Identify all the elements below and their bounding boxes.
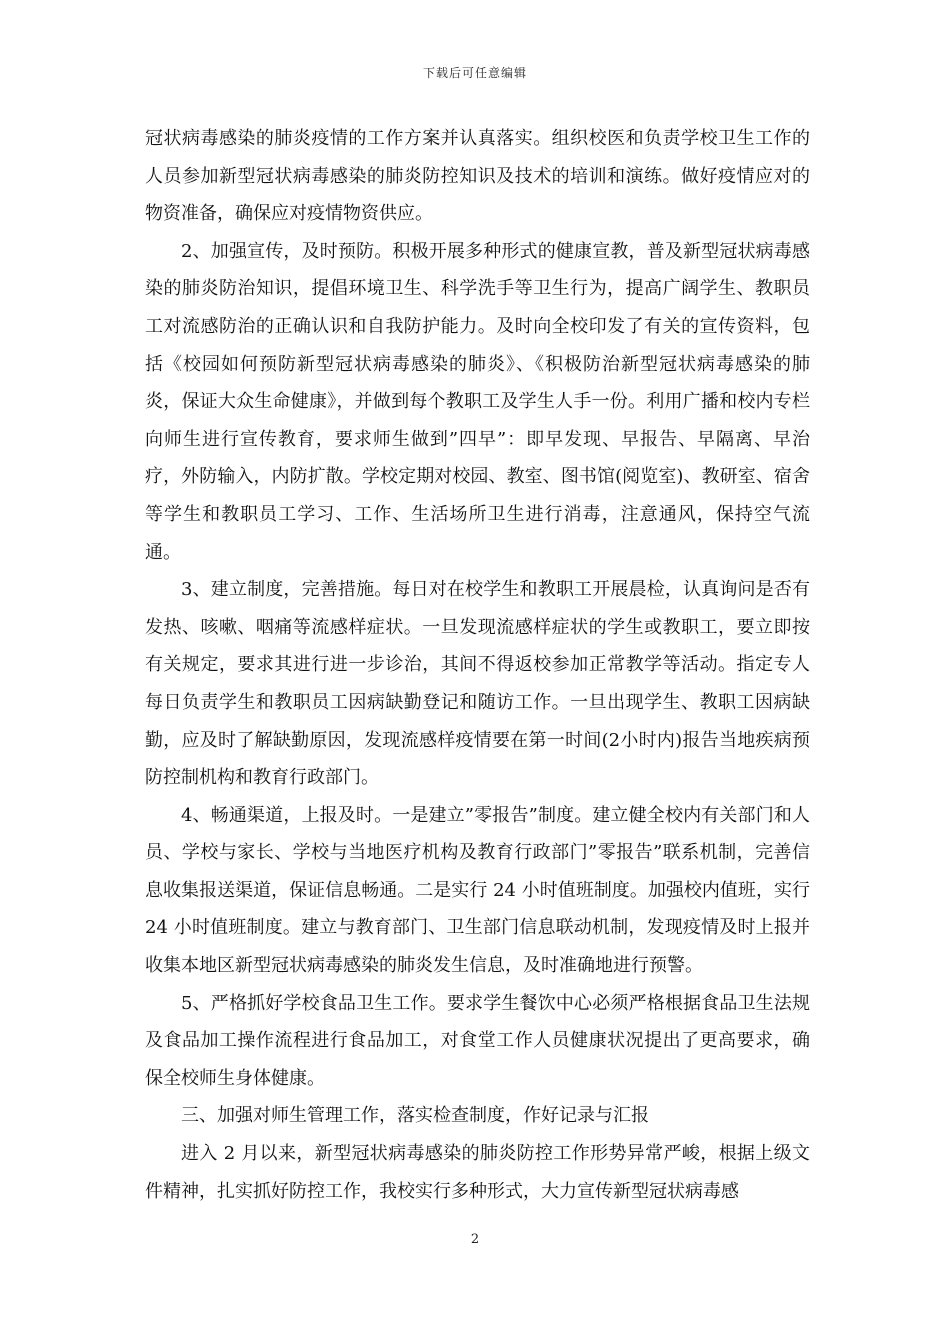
paragraph-reporting: 4、畅通渠道，上报及时。一是建立”零报告”制度。建立健全校内有关部门和人员、学校与家长、学校与当地医疗机构及教育行政部门”零报告”联系机制，完善信息收集报送渠道，保证信息畅通。二是实行 24 小时值班制度。加强校内值班，实行 24 小时值班制度。建立与教育部门、卫生部门信息联动机制，发现疫情及时上报并收集本地区新型冠状病毒感染的肺炎发生信息，及时准确地进行预警。 <box>145 804 810 977</box>
paragraph-publicity: 2、加强宣传，及时预防。积极开展多种形式的健康宣教，普及新型冠状病毒感染的肺炎防治知识，提倡环境卫生、科学洗手等卫生行为，提高广阔学生、教职员工对流感防治的正确认识和自我防护能力。及时向全校印发了有关的宣传资料，包括《校园如何预防新型冠状病毒感染的肺炎》、《积极防治新型冠状病毒感染的肺炎，保证大众生命健康》，并做到每个教职工及学生人手一份。利用广播和校内专栏向师生进行宣传教育，要求师生做到”四早”：即早发现、早报告、早隔离、早治疗，外防输入，内防扩散。学校定期对校园、教室、图书馆(阅览室)、教研室、宿舍等学生和教职员工学习、工作、生活场所卫生进行消毒，注意通风，保持空气流通。 <box>145 240 810 563</box>
paragraph-system: 3、建立制度，完善措施。每日对在校学生和教职工开展晨检，认真询问是否有发热、咳嗽、咽痛等流感样症状。一旦发现流感样症状的学生或教职工，要立即按有关规定，要求其进行进一步诊治，其间不得返校参加正常教学等活动。指定专人每日负责学生和教职员工因病缺勤登记和随访工作。一旦出现学生、教职工因病缺勤，应及时了解缺勤原因，发现流感样疫情要在第一时间(2小时内)报告当地疾病预防控制机构和教育行政部门。 <box>145 579 810 789</box>
paragraph-food-safety: 5、严格抓好学校食品卫生工作。要求学生餐饮中心必须严格根据食品卫生法规及食品加工操作流程进行食品加工，对食堂工作人员健康状况提出了更高要求，确保全校师生身体健康。 <box>145 992 810 1089</box>
section-heading-three: 三、加强对师生管理工作，落实检查制度，作好记录与汇报 <box>181 1105 649 1127</box>
document-body <box>145 120 810 1210</box>
paragraph-february: 进入 2 月以来，新型冠状病毒感染的肺炎防控工作形势异常严峻，根据上级文件精神，扎实抓好防控工作，我校实行多种形式，大力宣传新型冠状病毒感 <box>145 1143 810 1202</box>
page-number: 2 <box>470 1232 480 1247</box>
page-header: 下载后可任意编辑 <box>422 66 527 80</box>
paragraph-continuation: 冠状病毒感染的肺炎疫情的工作方案并认真落实。组织校医和负责学校卫生工作的人员参加新型冠状病毒感染的肺炎防控知识及技术的培训和演练。做好疫情应对的物资准备，确保应对疫情物资供应。 <box>145 128 810 225</box>
